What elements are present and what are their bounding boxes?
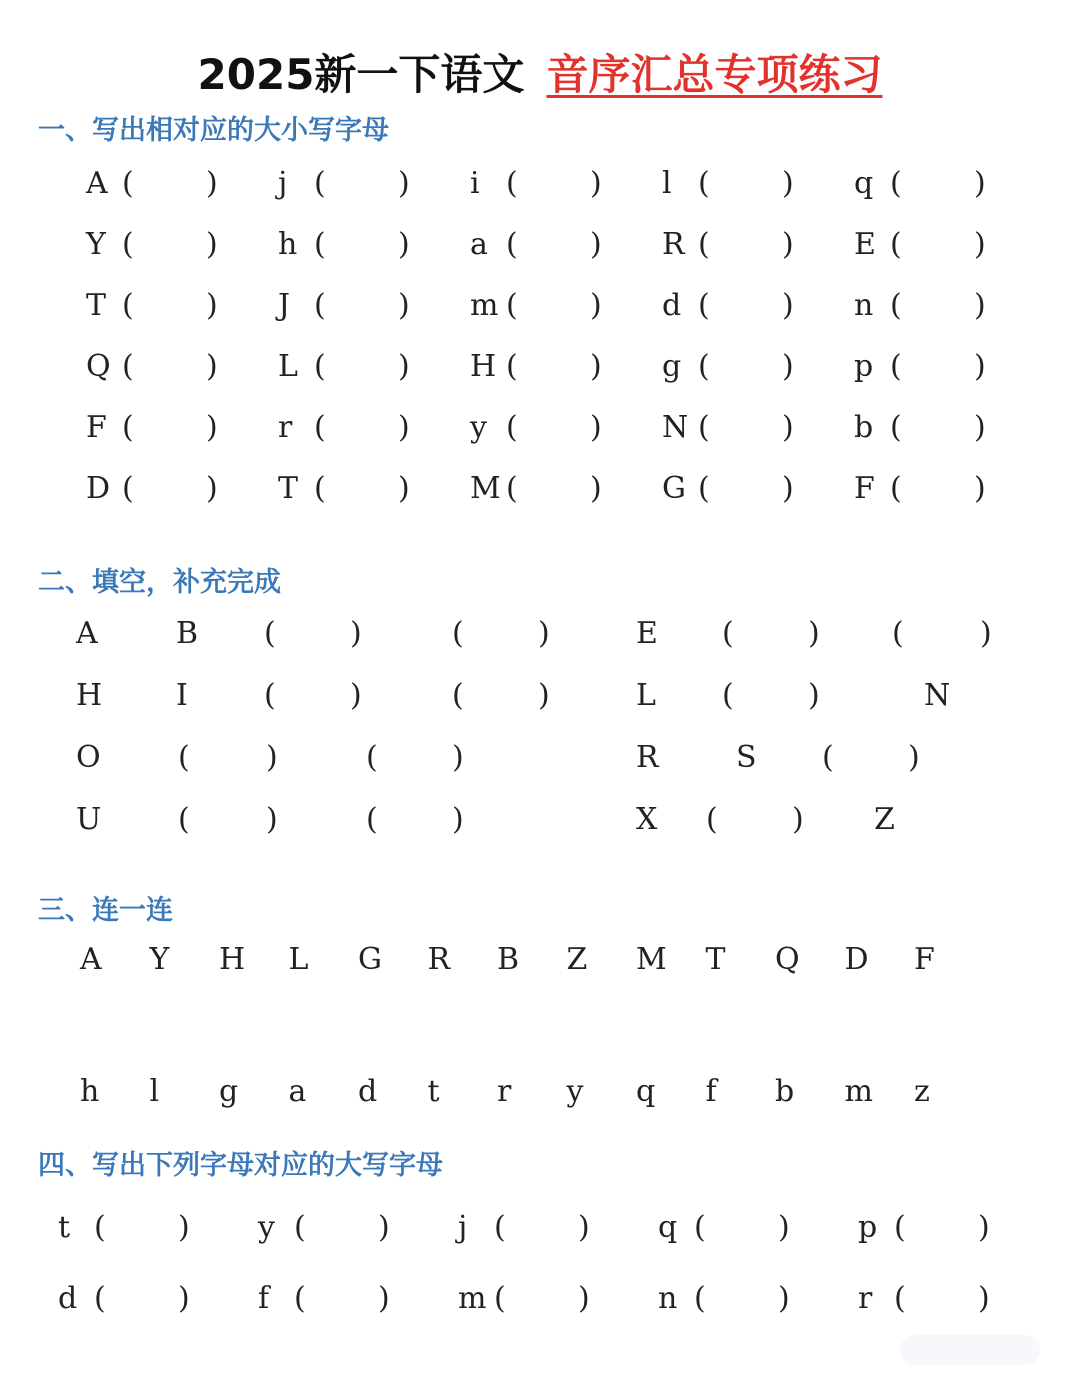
match-uppercase-letter[interactable]: B: [497, 942, 520, 977]
close-paren: ): [974, 166, 986, 201]
watermark-decoration: [900, 1335, 1040, 1365]
prompt-letter: n: [854, 288, 874, 323]
close-paren: ): [590, 471, 602, 506]
close-paren: ): [808, 616, 820, 651]
open-paren: (: [452, 616, 464, 651]
open-paren: (: [366, 740, 378, 775]
answer-blank[interactable]: [138, 168, 200, 202]
open-paren: (: [178, 740, 190, 775]
prompt-letter: A: [86, 166, 108, 201]
prompt-letter: Y: [86, 227, 106, 262]
alphabet-letter: S: [736, 740, 757, 775]
open-paren: (: [314, 227, 326, 262]
open-paren: (: [894, 1210, 906, 1245]
close-paren: ): [452, 802, 464, 837]
close-paren: ): [782, 471, 794, 506]
prompt-letter: b: [854, 410, 874, 445]
prompt-letter: n: [658, 1281, 678, 1316]
open-paren: (: [122, 288, 134, 323]
answer-blank[interactable]: [906, 412, 968, 446]
answer-blank[interactable]: [906, 290, 968, 324]
alphabet-letter: Z: [874, 802, 895, 837]
open-paren: (: [890, 166, 902, 201]
answer-blank[interactable]: [522, 412, 584, 446]
answer-blank[interactable]: [138, 473, 200, 507]
open-paren: (: [694, 1210, 706, 1245]
open-paren: (: [506, 288, 518, 323]
match-uppercase-letter[interactable]: M: [636, 942, 667, 977]
prompt-letter: E: [854, 227, 876, 262]
prompt-letter: h: [278, 227, 298, 262]
open-paren: (: [506, 349, 518, 384]
close-paren: ): [398, 349, 410, 384]
open-paren: (: [722, 616, 734, 651]
answer-blank[interactable]: [710, 1283, 772, 1317]
close-paren: ): [378, 1281, 390, 1316]
prompt-letter: r: [858, 1281, 873, 1316]
open-paren: (: [506, 227, 518, 262]
close-paren: ): [590, 227, 602, 262]
prompt-letter: T: [86, 288, 107, 323]
open-paren: (: [506, 471, 518, 506]
match-uppercase-letter[interactable]: L: [288, 942, 309, 977]
match-uppercase-letter[interactable]: Q: [775, 942, 800, 977]
open-paren: (: [822, 740, 834, 775]
prompt-letter: N: [662, 410, 689, 445]
answer-blank[interactable]: [906, 473, 968, 507]
close-paren: ): [398, 471, 410, 506]
match-lowercase-letter[interactable]: z: [914, 1074, 930, 1109]
answer-blank[interactable]: [330, 351, 392, 385]
prompt-letter: j: [458, 1210, 468, 1245]
open-paren: (: [294, 1210, 306, 1245]
alphabet-letter: X: [636, 802, 658, 837]
answer-blank[interactable]: [110, 1283, 172, 1317]
match-lowercase-letter[interactable]: y: [566, 1074, 584, 1109]
alphabet-letter: L: [636, 678, 656, 713]
prompt-letter: y: [258, 1210, 275, 1245]
match-lowercase-letter[interactable]: h: [80, 1074, 100, 1109]
open-paren: (: [698, 166, 710, 201]
close-paren: ): [538, 678, 550, 713]
match-lowercase-letter[interactable]: l: [149, 1074, 160, 1109]
open-paren: (: [698, 410, 710, 445]
prompt-letter: R: [662, 227, 685, 262]
close-paren: ): [206, 227, 218, 262]
answer-blank[interactable]: [906, 168, 968, 202]
title-highlight: 音序汇总专项练习: [546, 50, 883, 99]
open-paren: (: [698, 471, 710, 506]
answer-blank[interactable]: [330, 412, 392, 446]
alphabet-letter: O: [76, 740, 101, 775]
open-paren: (: [314, 288, 326, 323]
answer-blank[interactable]: [910, 1283, 972, 1317]
open-paren: (: [494, 1210, 506, 1245]
alphabet-letter: A: [76, 616, 98, 651]
prompt-letter: F: [86, 410, 107, 445]
open-paren: (: [314, 349, 326, 384]
prompt-letter: F: [854, 471, 875, 506]
close-paren: ): [178, 1210, 190, 1245]
prompt-letter: Q: [86, 349, 111, 384]
answer-blank[interactable]: [522, 473, 584, 507]
answer-blank[interactable]: [906, 351, 968, 385]
close-paren: ): [590, 288, 602, 323]
open-paren: (: [890, 288, 902, 323]
close-paren: ): [792, 802, 804, 837]
alphabet-letter: B: [176, 616, 199, 651]
close-paren: ): [178, 1281, 190, 1316]
close-paren: ): [974, 410, 986, 445]
open-paren: (: [178, 802, 190, 837]
match-uppercase-letter[interactable]: R: [427, 942, 451, 977]
prompt-letter: H: [470, 349, 497, 384]
prompt-letter: L: [278, 349, 298, 384]
close-paren: ): [452, 740, 464, 775]
close-paren: ): [398, 166, 410, 201]
close-paren: ): [782, 349, 794, 384]
answer-blank[interactable]: [138, 229, 200, 263]
match-lowercase-letter[interactable]: q: [636, 1074, 656, 1109]
match-lowercase-letter[interactable]: b: [775, 1074, 795, 1109]
close-paren: ): [266, 802, 278, 837]
close-paren: ): [590, 166, 602, 201]
open-paren: (: [264, 678, 276, 713]
match-uppercase-letter[interactable]: A: [80, 942, 102, 977]
match-uppercase-letter[interactable]: D: [844, 942, 869, 977]
answer-blank[interactable]: [714, 351, 776, 385]
answer-blank[interactable]: [138, 412, 200, 446]
prompt-letter: d: [662, 288, 682, 323]
answer-blank[interactable]: [310, 1212, 372, 1246]
close-paren: ): [206, 288, 218, 323]
open-paren: (: [122, 410, 134, 445]
answer-blank[interactable]: [138, 351, 200, 385]
close-paren: ): [398, 410, 410, 445]
answer-blank[interactable]: [310, 1283, 372, 1317]
open-paren: (: [494, 1281, 506, 1316]
open-paren: (: [890, 410, 902, 445]
match-lowercase-letter[interactable]: a: [288, 1074, 307, 1109]
close-paren: ): [908, 740, 920, 775]
close-paren: ): [974, 288, 986, 323]
alphabet-letter: U: [76, 802, 102, 837]
answer-blank[interactable]: [522, 168, 584, 202]
prompt-letter: J: [278, 288, 291, 323]
close-paren: ): [778, 1210, 790, 1245]
close-paren: ): [782, 227, 794, 262]
answer-blank[interactable]: [110, 1212, 172, 1246]
open-paren: (: [452, 678, 464, 713]
answer-blank[interactable]: [330, 168, 392, 202]
close-paren: ): [350, 616, 362, 651]
close-paren: ): [206, 471, 218, 506]
answer-blank[interactable]: [714, 412, 776, 446]
open-paren: (: [890, 349, 902, 384]
open-paren: (: [94, 1281, 106, 1316]
title-main: 2025新一下语文: [197, 50, 525, 99]
close-paren: ): [778, 1281, 790, 1316]
alphabet-letter: I: [176, 678, 188, 713]
prompt-letter: M: [470, 471, 501, 506]
close-paren: ): [266, 740, 278, 775]
close-paren: ): [398, 227, 410, 262]
prompt-letter: p: [858, 1210, 878, 1245]
close-paren: ): [398, 288, 410, 323]
close-paren: ): [378, 1210, 390, 1245]
open-paren: (: [366, 802, 378, 837]
match-uppercase-letter[interactable]: G: [358, 942, 382, 977]
match-uppercase-letter[interactable]: T: [705, 942, 726, 977]
prompt-letter: a: [470, 227, 488, 262]
close-paren: ): [590, 349, 602, 384]
prompt-letter: q: [854, 166, 874, 201]
open-paren: (: [314, 471, 326, 506]
alphabet-letter: N: [924, 678, 951, 713]
section-2-heading: 二、填空，补充完成: [38, 567, 281, 598]
prompt-letter: d: [58, 1281, 78, 1316]
prompt-letter: y: [470, 410, 487, 445]
prompt-letter: p: [854, 349, 874, 384]
match-uppercase-letter[interactable]: F: [914, 942, 935, 977]
prompt-letter: r: [278, 410, 293, 445]
close-paren: ): [782, 410, 794, 445]
open-paren: (: [264, 616, 276, 651]
open-paren: (: [892, 616, 904, 651]
open-paren: (: [122, 349, 134, 384]
prompt-letter: m: [470, 288, 499, 323]
prompt-letter: q: [658, 1210, 678, 1245]
close-paren: ): [578, 1210, 590, 1245]
match-lowercase-letter[interactable]: t: [427, 1074, 440, 1109]
close-paren: ): [978, 1210, 990, 1245]
answer-blank[interactable]: [522, 351, 584, 385]
answer-blank[interactable]: [522, 229, 584, 263]
prompt-letter: D: [86, 471, 111, 506]
close-paren: ): [206, 166, 218, 201]
answer-blank[interactable]: [714, 473, 776, 507]
match-lowercase-letter[interactable]: m: [844, 1074, 873, 1109]
close-paren: ): [206, 410, 218, 445]
prompt-letter: i: [470, 166, 480, 201]
open-paren: (: [314, 410, 326, 445]
open-paren: (: [122, 227, 134, 262]
alphabet-letter: R: [636, 740, 659, 775]
open-paren: (: [698, 288, 710, 323]
match-lowercase-letter[interactable]: d: [358, 1074, 378, 1109]
answer-blank[interactable]: [906, 229, 968, 263]
prompt-letter: f: [258, 1281, 270, 1316]
close-paren: ): [782, 288, 794, 323]
close-paren: ): [978, 1281, 990, 1316]
section-1-heading: 一、写出相对应的大小写字母: [38, 115, 389, 146]
answer-blank[interactable]: [910, 1212, 972, 1246]
close-paren: ): [350, 678, 362, 713]
open-paren: (: [698, 227, 710, 262]
alphabet-letter: E: [636, 616, 658, 651]
match-lowercase-letter[interactable]: f: [705, 1074, 717, 1109]
close-paren: ): [974, 471, 986, 506]
open-paren: (: [122, 166, 134, 201]
prompt-letter: j: [278, 166, 288, 201]
answer-blank[interactable]: [714, 168, 776, 202]
close-paren: ): [538, 616, 550, 651]
answer-blank[interactable]: [330, 290, 392, 324]
prompt-letter: l: [662, 166, 672, 201]
close-paren: ): [974, 349, 986, 384]
match-uppercase-letter[interactable]: Y: [149, 942, 170, 977]
prompt-letter: m: [458, 1281, 487, 1316]
close-paren: ): [206, 349, 218, 384]
open-paren: (: [314, 166, 326, 201]
section-3-heading: 三、连一连: [38, 895, 173, 926]
alphabet-letter: H: [76, 678, 103, 713]
open-paren: (: [706, 802, 718, 837]
prompt-letter: T: [278, 471, 299, 506]
close-paren: ): [590, 410, 602, 445]
answer-blank[interactable]: [714, 229, 776, 263]
open-paren: (: [694, 1281, 706, 1316]
close-paren: ): [808, 678, 820, 713]
close-paren: ): [782, 166, 794, 201]
answer-blank[interactable]: [510, 1212, 572, 1246]
prompt-letter: G: [662, 471, 686, 506]
answer-blank[interactable]: [714, 290, 776, 324]
match-lowercase-letter[interactable]: g: [219, 1074, 239, 1109]
open-paren: (: [506, 410, 518, 445]
answer-blank[interactable]: [330, 473, 392, 507]
match-lowercase-letter[interactable]: r: [497, 1074, 512, 1109]
answer-blank[interactable]: [138, 290, 200, 324]
close-paren: ): [578, 1281, 590, 1316]
answer-blank[interactable]: [510, 1283, 572, 1317]
open-paren: (: [894, 1281, 906, 1316]
open-paren: (: [890, 471, 902, 506]
open-paren: (: [122, 471, 134, 506]
match-uppercase-letter[interactable]: Z: [566, 942, 588, 977]
close-paren: ): [980, 616, 992, 651]
answer-blank[interactable]: [522, 290, 584, 324]
answer-blank[interactable]: [710, 1212, 772, 1246]
open-paren: (: [722, 678, 734, 713]
close-paren: ): [974, 227, 986, 262]
prompt-letter: g: [662, 349, 682, 384]
open-paren: (: [506, 166, 518, 201]
match-uppercase-letter[interactable]: H: [219, 942, 246, 977]
open-paren: (: [94, 1210, 106, 1245]
answer-blank[interactable]: [330, 229, 392, 263]
open-paren: (: [698, 349, 710, 384]
open-paren: (: [294, 1281, 306, 1316]
prompt-letter: t: [58, 1210, 71, 1245]
open-paren: (: [890, 227, 902, 262]
page-title: [0, 42, 1080, 102]
section-4-heading: 四、写出下列字母对应的大写字母: [38, 1150, 443, 1181]
